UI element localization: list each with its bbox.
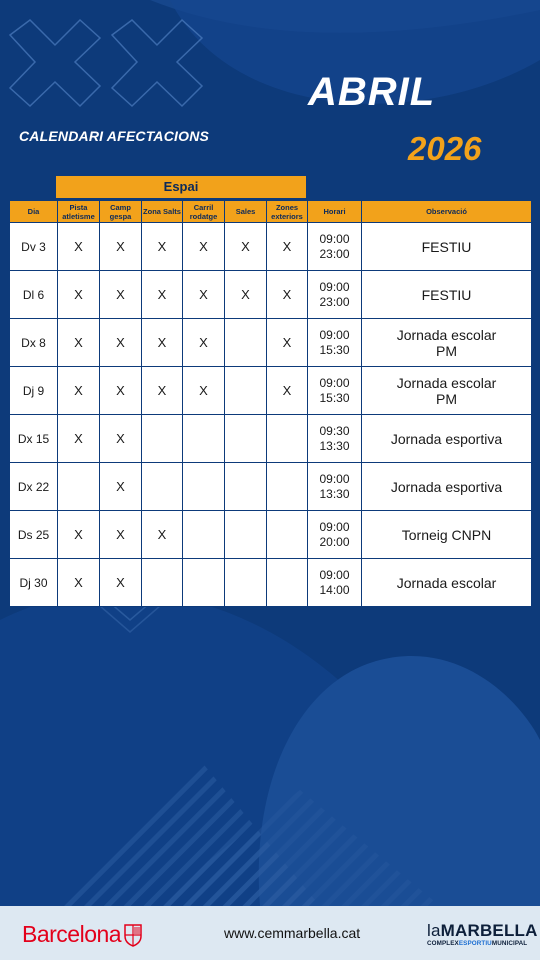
barcelona-logo[interactable] xyxy=(22,921,143,948)
logo-municipal: MUNICIPAL xyxy=(491,940,528,947)
cell-zona-salts: X xyxy=(142,511,183,559)
col-horari: Horari xyxy=(308,201,362,223)
cell-horari xyxy=(308,559,362,607)
cell-zona-salts: X xyxy=(142,271,183,319)
logo-esportiu: ESPORTIU xyxy=(458,940,492,947)
cell-dia: Ds 25 xyxy=(10,511,58,559)
cell-camp-gespa: X xyxy=(100,511,142,559)
cell-observacio xyxy=(362,415,532,463)
table-row xyxy=(10,367,532,415)
cell-zona-salts xyxy=(142,463,183,511)
horari-end: 14:00 xyxy=(319,582,350,597)
horari-end: 13:30 xyxy=(319,438,350,453)
cell-dia: Dv 3 xyxy=(10,223,58,271)
col-observacio: Observació xyxy=(362,201,532,223)
logo-marbella: MARBELLA xyxy=(440,921,538,940)
cell-carril-rodatge xyxy=(183,559,225,607)
observacio-line-1: Jornada escolar xyxy=(396,374,497,391)
table-row xyxy=(10,511,532,559)
cell-pista-atletisme: X xyxy=(58,511,100,559)
cell-sales xyxy=(225,367,267,415)
cell-zones-exteriors xyxy=(267,559,308,607)
logo-complex: COMPLEX xyxy=(427,940,459,947)
observacio-line-1: FESTIU xyxy=(421,286,472,303)
cell-pista-atletisme: X xyxy=(58,367,100,415)
cell-carril-rodatge: X xyxy=(183,223,225,271)
cell-horari xyxy=(308,511,362,559)
cell-carril-rodatge xyxy=(183,463,225,511)
cell-dia: Dx 22 xyxy=(10,463,58,511)
cell-horari xyxy=(308,271,362,319)
cell-zona-salts xyxy=(142,415,183,463)
observacio-line-1: Jornada esportiva xyxy=(390,430,503,447)
footer xyxy=(0,906,540,960)
cell-zona-salts: X xyxy=(142,223,183,271)
cell-pista-atletisme: X xyxy=(58,319,100,367)
table-row xyxy=(10,415,532,463)
table-row xyxy=(10,223,532,271)
table-row xyxy=(10,463,532,511)
cell-carril-rodatge: X xyxy=(183,367,225,415)
table-row xyxy=(10,319,532,367)
cell-camp-gespa: X xyxy=(100,223,142,271)
cell-zones-exteriors xyxy=(267,415,308,463)
cell-zona-salts xyxy=(142,559,183,607)
cell-observacio xyxy=(362,319,532,367)
cell-pista-atletisme: X xyxy=(58,223,100,271)
cell-zones-exteriors xyxy=(267,463,308,511)
cell-sales xyxy=(225,415,267,463)
cell-zona-salts: X xyxy=(142,367,183,415)
year-title: 2026 xyxy=(408,130,482,167)
cell-horari xyxy=(308,415,362,463)
espai-group-header: Espai xyxy=(56,176,306,198)
cell-pista-atletisme xyxy=(58,463,100,511)
cell-carril-rodatge: X xyxy=(183,271,225,319)
cell-zones-exteriors: X xyxy=(267,223,308,271)
horari-end: 15:30 xyxy=(319,342,350,357)
observacio-line-1: Jornada escolar xyxy=(396,326,497,343)
cell-dia: Dj 30 xyxy=(10,559,58,607)
horari-start: 09:00 xyxy=(319,519,350,534)
cell-sales xyxy=(225,463,267,511)
cell-observacio xyxy=(362,367,532,415)
horari-start: 09:00 xyxy=(319,279,350,294)
col-camp-gespa: Camp gespa xyxy=(100,201,142,223)
cell-zones-exteriors xyxy=(267,511,308,559)
barcelona-shield-icon xyxy=(123,923,143,947)
col-zona-salts: Zona Salts xyxy=(142,201,183,223)
cell-camp-gespa: X xyxy=(100,271,142,319)
cell-zones-exteriors: X xyxy=(267,367,308,415)
cell-sales xyxy=(225,319,267,367)
cell-sales: X xyxy=(225,223,267,271)
cell-sales xyxy=(225,559,267,607)
logo-la: la xyxy=(427,921,441,940)
horari-start: 09:30 xyxy=(319,423,350,438)
horari-start: 09:00 xyxy=(319,471,350,486)
cell-horari xyxy=(308,367,362,415)
header xyxy=(0,0,540,175)
observacio-line-1: Jornada escolar xyxy=(396,574,497,591)
observacio-line-1: Torneig CNPN xyxy=(401,526,492,543)
observacio-line-2: PM xyxy=(436,342,457,359)
observacio-line-2: PM xyxy=(436,390,457,407)
lamarbella-logo[interactable] xyxy=(427,922,538,947)
table-row xyxy=(10,559,532,607)
cell-pista-atletisme: X xyxy=(58,559,100,607)
calendar-subtitle: CALENDARI AFECTACIONS xyxy=(19,128,210,144)
cell-observacio xyxy=(362,559,532,607)
cell-observacio xyxy=(362,271,532,319)
cell-camp-gespa: X xyxy=(100,463,142,511)
cell-observacio xyxy=(362,223,532,271)
table-row xyxy=(10,271,532,319)
col-zones-exteriors: Zones exteriors xyxy=(267,201,308,223)
cell-carril-rodatge xyxy=(183,415,225,463)
horari-start: 09:00 xyxy=(319,375,350,390)
cell-dia: Dj 9 xyxy=(10,367,58,415)
cell-carril-rodatge: X xyxy=(183,319,225,367)
cell-pista-atletisme: X xyxy=(58,415,100,463)
cell-zona-salts: X xyxy=(142,319,183,367)
cell-camp-gespa: X xyxy=(100,559,142,607)
cell-horari xyxy=(308,223,362,271)
cell-sales: X xyxy=(225,271,267,319)
col-sales: Sales xyxy=(225,201,267,223)
cell-dia: Dx 15 xyxy=(10,415,58,463)
table-header-row xyxy=(10,201,532,223)
cell-horari xyxy=(308,463,362,511)
col-carril-rodatge: Carril rodatge xyxy=(183,201,225,223)
cell-horari xyxy=(308,319,362,367)
horari-end: 23:00 xyxy=(319,246,350,261)
observacio-line-1: FESTIU xyxy=(421,238,472,255)
cell-camp-gespa: X xyxy=(100,415,142,463)
observacio-line-1: Jornada esportiva xyxy=(390,478,503,495)
horari-end: 13:30 xyxy=(319,486,350,501)
website-link[interactable]: www.cemmarbella.cat xyxy=(224,925,361,941)
cell-zones-exteriors: X xyxy=(267,319,308,367)
horari-start: 09:00 xyxy=(319,231,350,246)
horari-end: 15:30 xyxy=(319,390,350,405)
horari-end: 23:00 xyxy=(319,294,350,309)
horari-start: 09:00 xyxy=(319,327,350,342)
cell-observacio xyxy=(362,463,532,511)
month-title: ABRIL xyxy=(308,70,436,114)
col-dia: Dia xyxy=(10,201,58,223)
cell-sales xyxy=(225,511,267,559)
horari-end: 20:00 xyxy=(319,534,350,549)
cell-pista-atletisme: X xyxy=(58,271,100,319)
cell-camp-gespa: X xyxy=(100,367,142,415)
cell-observacio xyxy=(362,511,532,559)
cell-zones-exteriors: X xyxy=(267,271,308,319)
cell-dia: Dx 8 xyxy=(10,319,58,367)
cell-carril-rodatge xyxy=(183,511,225,559)
cell-camp-gespa: X xyxy=(100,319,142,367)
horari-start: 09:00 xyxy=(319,567,350,582)
col-pista-atletisme: Pista atletisme xyxy=(58,201,100,223)
affectations-table xyxy=(9,200,532,607)
cell-dia: Dl 6 xyxy=(10,271,58,319)
barcelona-wordmark: Barcelona xyxy=(22,921,122,947)
